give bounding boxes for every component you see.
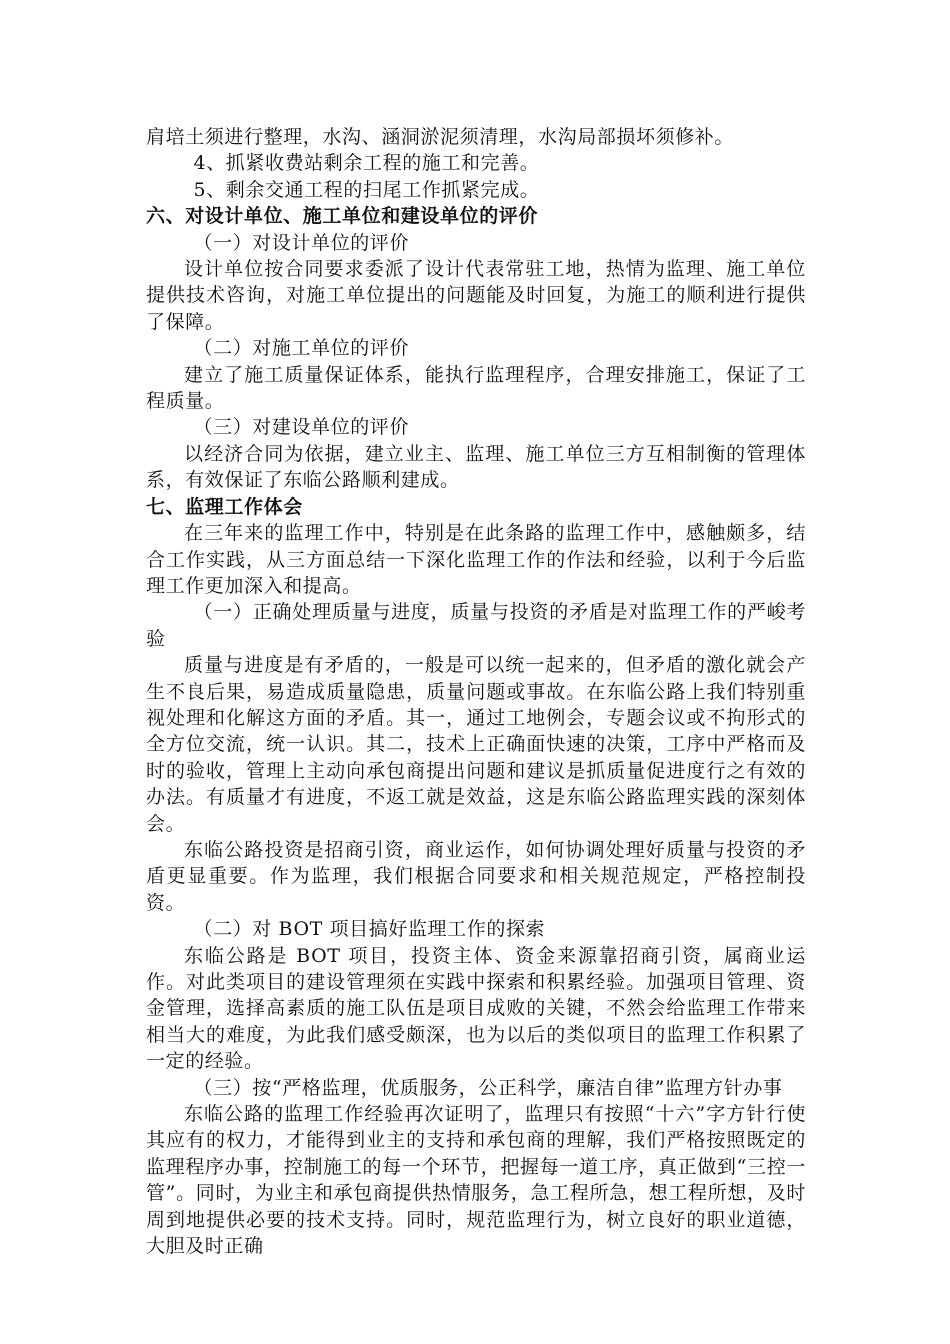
subheading-design-unit: （一）对设计单位的评价: [193, 231, 410, 254]
paragraph-continuation: 肩培土须进行整理，水沟、涵洞淤泥须清理，水沟局部损坏须修补。: [146, 126, 735, 148]
paragraph-quality-investment: 东临公路投资是招商引资，商业运作，如何协调处理好质量与投资的矛盾更显重要。作为监理，我们根据合同要求和相关规范规定，严格控制投资。: [146, 838, 806, 914]
paragraph-construction-unit: 建立了施工质量保证体系，能执行监理程序，合理安排施工，保证了工程质量。: [146, 363, 806, 413]
paragraph-policy: 东临公路的监理工作经验再次证明了，监理只有按照“十六”字方针行使其应有的权力，才能得到业主的支持和承包商的理解，我们严格按照既定的监理程序办事，控制施工的每一个环节，把握每一道工序，真正做到“三控一管”。同时，为业主和承包商提供热情服务，急工程所急，想工程所想，及时周到地提供必要的技术支持。同时，规范监理行为，树立良好的职业道德，大胆及时正确: [146, 1103, 806, 1258]
paragraph-intro: 在三年来的监理工作中，特别是在此条路的监理工作中，感触颇多，结合工作实践，从三方面总结一下深化监理工作的作法和经验，以利于今后监理工作更加深入和提高。: [146, 522, 806, 597]
paragraph-quality-progress: 质量与进度是有矛盾的，一般是可以统一起来的，但矛盾的激化就会产生不良后果，易造成质量隐患，质量问题或事故。在东临公路上我们特别重视处理和化解这方面的矛盾。其一，通过工地例会，专题会议或不拘形式的全方位交流，统一认识。其二，技术上正确面快速的决策，工序中严格而及时的验收，管理上主动向承包商提出问题和建议是抓质量促进度行之有效的办法。有质量才有进度，不返工就是效益，这是东临公路监理实践的深刻体会。: [146, 654, 806, 835]
subheading-policy: （三）按“严格监理，优质服务，公正科学，廉洁自律”监理方针办事: [193, 1076, 783, 1099]
subheading-construction-unit: （二）对施工单位的评价: [193, 337, 410, 360]
paragraph-owner-unit: 以经济合同为依据，建立业主、监理、施工单位三方互相制衡的管理体系，有效保证了东临公路顺利建成。: [146, 442, 806, 492]
section-heading-6: 六、对设计单位、施工单位和建设单位的评价: [146, 205, 539, 228]
subheading-bot: （二）对 BOT 项目搞好监理工作的探索: [193, 918, 546, 941]
subheading-quality-progress: （一）正确处理质量与进度，质量与投资的矛盾是对监理工作的严峻考验: [146, 601, 806, 650]
subheading-owner-unit: （三）对建设单位的评价: [193, 416, 410, 439]
list-item-5: 5、剩余交通工程的扫尾工作抓紧完成。: [193, 178, 540, 201]
paragraph-bot: 东临公路是 BOT 项目，投资主体、资金来源靠招商引资，属商业运作。对此类项目的建设管理须在实践中探索和积累经验。加强项目管理、资金管理，选择高素质的施工队伍是项目成败的关键，不然会给监理工作带来相当大的难度，为此我们感受颇深，也为以后的类似项目的监理工作积累了一定的经验。: [146, 944, 806, 1073]
list-item-4: 4、抓紧收费站剩余工程的施工和完善。: [193, 152, 540, 175]
document-page: [146, 124, 806, 1259]
section-heading-7: 七、监理工作体会: [146, 495, 303, 518]
paragraph-design-unit: 设计单位按合同要求委派了设计代表常驻工地，热情为监理、施工单位提供技术咨询，对施工单位提出的问题能及时回复，为施工的顺利进行提供了保障。: [146, 258, 806, 333]
